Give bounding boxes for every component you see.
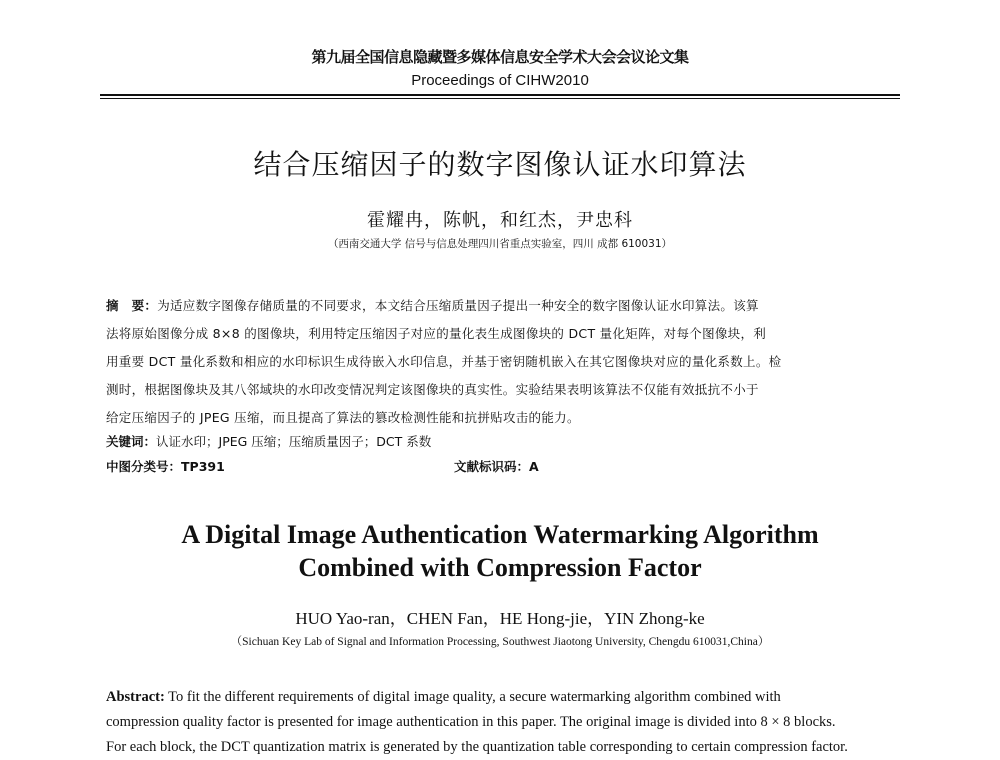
classification-label: 中图分类号： xyxy=(106,459,182,474)
classification-row xyxy=(106,457,896,475)
paper-title-cn: 结合压缩因子的数字图像认证水印算法 xyxy=(253,148,747,181)
abstract-en-line: For each block, the DCT quantization matrix is generated by the quantization table corresponding to certain compression factor. xyxy=(106,739,848,755)
paper-title-en xyxy=(0,518,1000,584)
keywords-cn-label: 关键词： xyxy=(106,434,157,449)
affiliation-en: （Sichuan Key Lab of Signal and Information Processing, Southwest Jiaotong University, Chengdu 610031,China） xyxy=(230,636,770,648)
abstract-cn-line: 用重要 DCT 量化系数和相应的水印标识生成待嵌入水印信息，并基于密钥随机嵌入在其它图像块对应的量化系数上。检 xyxy=(106,354,782,369)
paper-title-en-line2: Combined with Compression Factor xyxy=(298,553,702,582)
abstract-cn-label: 摘 要： xyxy=(106,298,158,313)
abstract-cn-line: 测时，根据图像块及其八邻域块的水印改变情况判定该图像块的真实性。实验结果表明该算法不仅能有效抵抗不小于 xyxy=(106,382,759,397)
header-rule xyxy=(100,94,900,96)
document-code-value: A xyxy=(529,459,539,474)
abstract-cn-line: 给定压缩因子的 JPEG 压缩，而且提高了算法的篡改检测性能和抗拼贴攻击的能力。 xyxy=(106,410,580,425)
authors-en: HUO Yao-ran，CHEN Fan，HE Hong-jie，YIN Zhong-ke xyxy=(295,609,705,628)
authors-cn: 霍耀冉，陈帆，和红杰，尹忠科 xyxy=(367,210,633,231)
proceedings-title-en: Proceedings of CIHW2010 xyxy=(411,72,589,89)
proceedings-title-cn: 第九届全国信息隐藏暨多媒体信息安全学术大会会议论文集 xyxy=(311,48,689,66)
affiliation-cn: （西南交通大学 信号与信息处理四川省重点实验室，四川 成都 610031） xyxy=(327,238,673,250)
abstract-en-label: Abstract: xyxy=(106,689,165,705)
abstract-en-line: compression quality factor is presented for image authentication in this paper. The original image is divided into 8 × 8 blocks. xyxy=(106,714,836,730)
abstract-en-line: Abstract: To fit the different requirements of digital image quality, a secure watermarking algorithm combined with xyxy=(106,689,781,705)
document-code xyxy=(454,457,539,475)
abstract-cn-line: 法将原始图像分成 8×8 的图像块，利用特定压缩因子对应的量化表生成图像块的 DCT 量化矩阵，对每个图像块，利 xyxy=(106,326,767,341)
paper-title-en-line1: A Digital Image Authentication Watermarking Algorithm xyxy=(181,520,819,549)
keywords-cn-text: 认证水印；JPEG 压缩；压缩质量因子；DCT 系数 xyxy=(156,434,432,449)
header-rule-thin xyxy=(100,98,900,99)
classification-code: TP391 xyxy=(181,459,225,474)
abstract-cn-line: 摘 要：为适应数字图像存储质量的不同要求，本文结合压缩质量因子提出一种安全的数字图像认证水印算法。该算 xyxy=(106,298,759,313)
abstract-en xyxy=(106,685,896,760)
keywords-cn xyxy=(106,432,431,450)
document-code-label: 文献标识码： xyxy=(454,459,530,474)
abstract-cn xyxy=(106,292,896,432)
